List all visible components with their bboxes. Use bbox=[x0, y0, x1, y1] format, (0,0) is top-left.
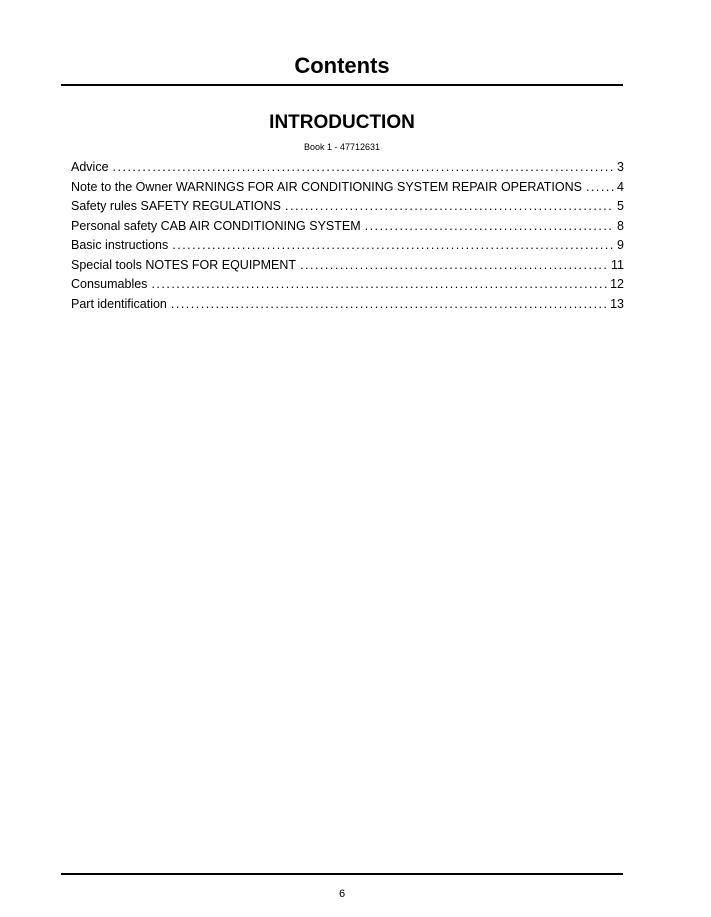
book-reference: Book 1 - 47712631 bbox=[303, 142, 381, 152]
section-heading: INTRODUCTION bbox=[269, 112, 415, 133]
dot-leader bbox=[300, 256, 608, 276]
toc-entry-page: 13 bbox=[610, 296, 624, 311]
toc-entry-safety-rules[interactable] bbox=[71, 197, 624, 217]
toc-entry-part-identification[interactable] bbox=[71, 295, 624, 315]
toc-entry-basic-instructions[interactable] bbox=[71, 236, 624, 256]
table-of-contents bbox=[71, 158, 624, 314]
toc-entry-page: 3 bbox=[617, 160, 624, 174]
dot-leader bbox=[586, 178, 614, 198]
dot-leader bbox=[151, 275, 607, 295]
page-number: 6 bbox=[338, 888, 346, 900]
toc-entry-page: 8 bbox=[617, 218, 624, 233]
dot-leader bbox=[365, 217, 614, 237]
toc-entry-label: Basic instructions bbox=[71, 238, 169, 252]
toc-entry-label: Personal safety CAB AIR CONDITIONING SYSTEM bbox=[71, 218, 361, 233]
dot-leader bbox=[285, 197, 614, 217]
toc-entry-personal-safety[interactable] bbox=[71, 217, 624, 237]
toc-entry-label: Advice bbox=[71, 160, 109, 174]
bottom-divider bbox=[61, 873, 623, 875]
toc-entry-label: Note to the Owner WARNINGS FOR AIR CONDITIONING SYSTEM REPAIR OPERATIONS bbox=[71, 179, 582, 194]
toc-entry-note-to-owner[interactable] bbox=[71, 178, 624, 198]
toc-entry-label: Consumables bbox=[71, 277, 148, 291]
page-title: Contents bbox=[294, 53, 390, 78]
toc-entry-special-tools[interactable] bbox=[71, 256, 624, 276]
toc-entry-page: 4 bbox=[617, 179, 624, 194]
toc-entry-page: 9 bbox=[617, 238, 624, 252]
toc-entry-label: Special tools NOTES FOR EQUIPMENT bbox=[71, 257, 297, 272]
dot-leader bbox=[171, 295, 607, 315]
dot-leader bbox=[113, 158, 615, 178]
toc-entry-page: 11 bbox=[611, 257, 624, 272]
top-divider bbox=[61, 84, 623, 86]
toc-entry-page: 5 bbox=[617, 199, 624, 213]
toc-entry-label: Safety rules SAFETY REGULATIONS bbox=[71, 199, 282, 213]
toc-entry-advice[interactable] bbox=[71, 158, 624, 178]
dot-leader bbox=[172, 236, 614, 256]
toc-entry-consumables[interactable] bbox=[71, 275, 624, 295]
toc-entry-page: 12 bbox=[610, 277, 624, 291]
toc-entry-label: Part identification bbox=[71, 296, 167, 311]
